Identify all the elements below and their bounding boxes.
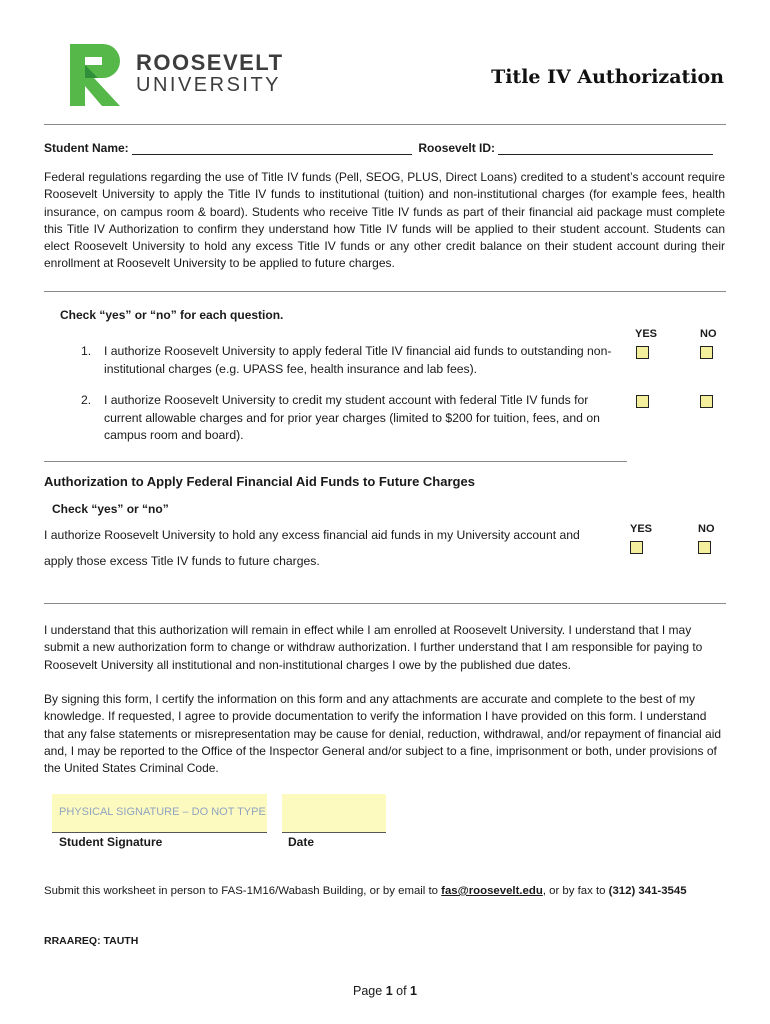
- date-label: Date: [288, 835, 315, 849]
- question-2-no-checkbox[interactable]: [700, 395, 713, 408]
- fax-number: (312) 341-3545: [608, 885, 687, 897]
- section2-text-line2: apply those excess Title IV funds to future charges.: [44, 554, 320, 568]
- question-1-no-checkbox[interactable]: [700, 346, 713, 359]
- date-line: [282, 832, 386, 833]
- section1-divider: [44, 291, 726, 292]
- section2-text-line1: I authorize Roosevelt University to hold any excess financial aid funds in my University account and: [44, 528, 580, 542]
- section1-instruction: Check “yes” or “no” for each question.: [60, 308, 284, 322]
- question-2-text: I authorize Roosevelt University to credit my student account with federal Title IV funds for current allowable charges and for prior year charges (limited to $200 for tuition, fees, and on campus room and board).: [104, 393, 600, 442]
- section2-no-header: NO: [698, 523, 715, 535]
- page-current: 1: [385, 984, 393, 998]
- understand-paragraph: I understand that this authorization will remain in effect while I am enrolled at Roosevelt University. I understand that I may submit a new authorization form to change or withdraw authorization. I further understand that I am responsible for paying to Roosevelt University all institutional and non-institutional charges I owe by the published due dates.: [44, 623, 703, 672]
- student-name-field[interactable]: [132, 140, 412, 155]
- date-field[interactable]: [282, 794, 386, 832]
- page-title: Title IV Authorization: [491, 66, 724, 88]
- question-1-number: 1.: [81, 344, 92, 358]
- page-number: [0, 984, 770, 998]
- roosevelt-id-label: Roosevelt ID:: [418, 141, 496, 155]
- question-2-number: 2.: [81, 393, 92, 407]
- logo-wordmark-line1: ROOSEVELT: [136, 50, 284, 75]
- section2-divider: [44, 461, 627, 462]
- form-code: RRAAREQ: TAUTH: [44, 935, 139, 947]
- submit-middle: , or by fax to: [542, 885, 609, 897]
- section1-no-header: NO: [700, 328, 717, 340]
- question-2-yes-checkbox[interactable]: [636, 395, 649, 408]
- section2-yes-checkbox[interactable]: [630, 541, 643, 554]
- section1-yes-header: YES: [635, 328, 658, 340]
- student-signature-label: Student Signature: [59, 835, 163, 849]
- certify-paragraph: By signing this form, I certify the information on this form and any attachments are accurate and complete to the best of my knowledge. If requested, I agree to provide documentation to verify the information I have provided on this form. I understand that any false statements or misrepresentation may be cause for denial, reduction, withdrawal, and/or repayment of financial aid and, I may be reported to the Office of the Inspector General and/or subject to a fine, imprisonment or both, under provisions of the United States Criminal Code.: [44, 692, 722, 776]
- section3-divider: [44, 603, 726, 604]
- question-1-yes-checkbox[interactable]: [636, 346, 649, 359]
- signature-box[interactable]: [52, 794, 267, 832]
- signature-placeholder: PHYSICAL SIGNATURE – DO NOT TYPE: [59, 806, 266, 818]
- roosevelt-logo-icon: [70, 44, 128, 106]
- section2-no-checkbox[interactable]: [698, 541, 711, 554]
- section2-heading: Authorization to Apply Federal Financial Aid Funds to Future Charges: [44, 474, 475, 489]
- submit-prefix: Submit this worksheet in person to FAS-1M16/Wabash Building, or by email to: [44, 885, 442, 897]
- signature-line: [52, 832, 267, 833]
- page-of: of: [392, 984, 411, 998]
- logo-wordmark-line2: UNIVERSITY: [136, 74, 282, 96]
- student-name-label: Student Name:: [44, 141, 129, 155]
- roosevelt-id-field[interactable]: [498, 140, 713, 155]
- email-link[interactable]: fas@roosevelt.edu: [441, 885, 543, 897]
- section2-instruction: Check “yes” or “no”: [52, 502, 169, 516]
- question-1-text: I authorize Roosevelt University to apply federal Title IV financial aid funds to outstanding non-institutional charges (e.g. UPASS fee, health insurance and lab fees).: [104, 344, 612, 376]
- section2-yes-header: YES: [630, 523, 653, 535]
- submit-instructions: [44, 885, 687, 897]
- page-prefix: Page: [353, 984, 386, 998]
- student-fields-row: [44, 140, 744, 155]
- page-total: 1: [410, 984, 417, 998]
- header-divider: [44, 124, 726, 125]
- intro-paragraph: Federal regulations regarding the use of Title IV funds (Pell, SEOG, PLUS, Direct Loans) credited to a student’s account require Roosevelt University to apply the Title IV funds to institutional (tuition) and non-institutional charges (for example fees, health insurance, on campus room & board). Students who receive Title IV funds as part of their financial aid package must complete this Title IV Authorization to confirm they understand how Title IV funds will be applied to their student account. Students can elect Roosevelt University to hold any excess Title IV funds or any other credit balance on their student account during their enrollment at Roosevelt University to be applied to future charges.: [44, 170, 725, 271]
